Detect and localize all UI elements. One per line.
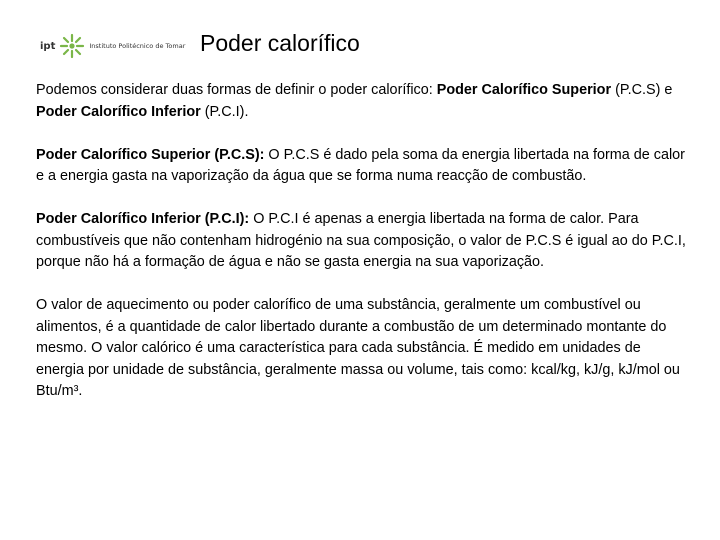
intro-text: Podemos considerar duas formas de definir o poder calorífico: xyxy=(36,82,437,98)
slide-content xyxy=(36,80,692,424)
heating-value-paragraph xyxy=(36,295,692,403)
pcs-definition-text: O P.C.S é dado pela soma da energia libertada na forma de calor e a energia gasta na vaporização da água que se forma numa reacção de combustão. xyxy=(36,146,685,184)
pci-term: Poder Calorífico Inferior xyxy=(36,103,201,120)
heating-value-text: O valor de aquecimento ou poder calorífico de uma substância, geralmente um combustível ou alimentos, é a quantidade de calor libertado durante a combustão de um determinado montante do mesmo. O valor calórico é uma característica para cada substância. É medido em unidades de energia por unidade de substância, geralmente massa ou volume, tais como: kcal/kg, kJ/g, kJ/mol ou Btu/m³. xyxy=(36,297,680,399)
pcs-term: Poder Calorífico Superior xyxy=(436,82,612,98)
pci-heading: Poder Calorífico Inferior (P.C.I): xyxy=(36,211,250,227)
header xyxy=(40,28,195,64)
intro-mid-text: (P.C.S) e xyxy=(611,82,673,98)
pcs-definition-paragraph xyxy=(36,145,692,188)
institution-logo xyxy=(40,33,195,59)
page-title: Poder calorífico xyxy=(200,30,360,56)
pcs-heading: Poder Calorífico Superior (P.C.S): xyxy=(36,146,265,163)
intro-end-text: (P.C.I). xyxy=(200,103,249,120)
pci-definition-paragraph xyxy=(36,209,692,274)
intro-paragraph xyxy=(36,80,692,123)
green-starburst-icon xyxy=(59,33,85,59)
logo-institution-name: Instituto Politécnico de Tomar xyxy=(89,42,186,50)
pci-definition-text: O P.C.I é apenas a energia libertada na forma de calor. Para combustíveis que não contenham hidrogénio na sua composição, o valor de P.C.S é igual ao do P.C.I, porque não há a formação de água e não se gasta energia na sua vaporização. xyxy=(36,211,686,270)
logo-abbreviation: ipt xyxy=(40,40,56,52)
